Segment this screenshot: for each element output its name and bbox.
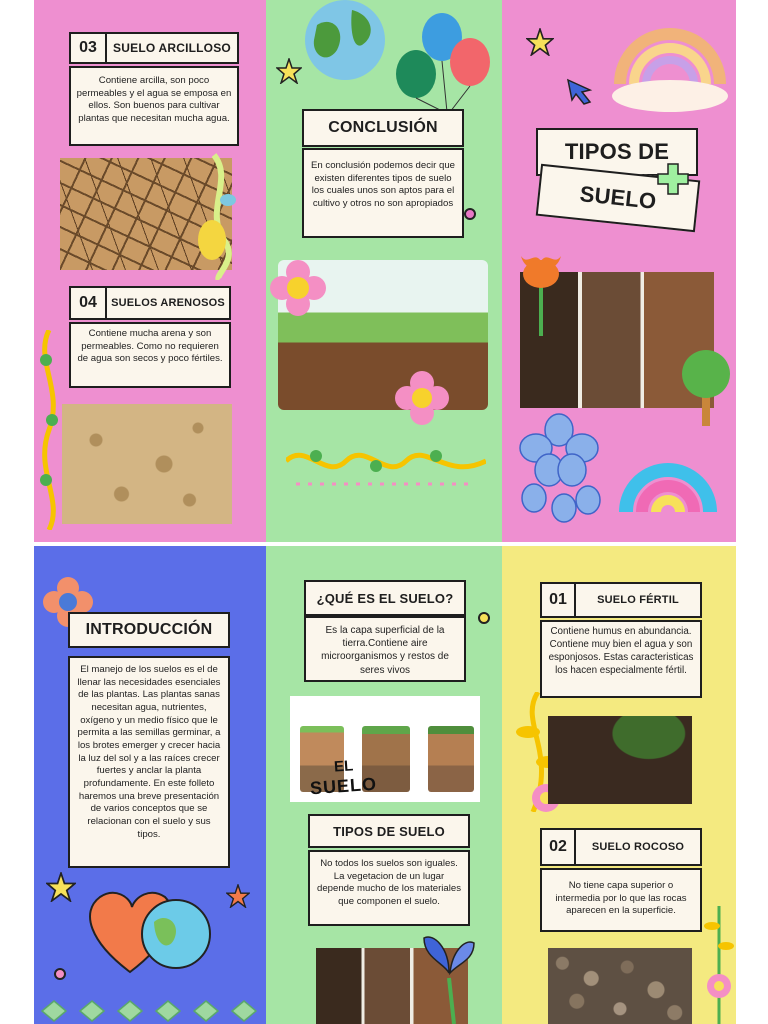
introduccion-text: El manejo de los suelos es el de llenar las necesidades esenciales de las plantas. Las plantas sanas necesitan agua, nutrientes, oxígeno y un medio físico que le permita a las semillas germinar, a los brotes emerger y crecer hacia la luz del sol y a las raíces crecer fuertes y anclar la planta profundamente. En este folleto haremos una breve presentación de varios conceptos que se relacionan con el suelo y sus tipos. <box>68 656 230 868</box>
rocky-soil-image <box>548 948 692 1024</box>
conclusion-text: En conclusión podemos decir que existen diferentes tipos de suelo los cuales unos son aptos para el cultivo y otros no son apropiados <box>302 148 464 238</box>
sand-image <box>62 404 232 524</box>
dot-decoration <box>478 612 490 624</box>
section-title: SUELO FÉRTIL <box>597 594 679 606</box>
star-icon <box>46 872 76 902</box>
balloons-icon <box>392 12 492 112</box>
suelo-rocoso-heading <box>540 828 702 866</box>
panel-suelo-arcilloso <box>34 0 266 542</box>
tulip-icon <box>506 246 576 336</box>
section-title: CONCLUSIÓN <box>328 119 438 136</box>
dot-decoration <box>464 208 476 220</box>
suelo-arcilloso-heading <box>69 32 239 64</box>
star-icon <box>526 28 554 56</box>
blue-flowers-icon <box>504 412 614 532</box>
suelo-fertil-text: Contiene humus en abundancia. Contiene muy bien el agua y son esponjosos. Estas caracteristicas los hacen especialmente fértil. <box>540 620 702 698</box>
star-icon <box>226 884 250 908</box>
flower-icon <box>394 370 450 426</box>
suelo-rocoso-text: No tiene capa superior o intermedia por lo que las rocas aparecen en la superficie. <box>540 868 702 932</box>
flower-stem-decoration <box>702 906 736 1024</box>
vine-border-decoration <box>286 436 486 492</box>
globe-icon <box>302 0 388 86</box>
plus-icon <box>656 162 690 196</box>
section-title: SUELO ARCILLOSO <box>113 41 231 55</box>
cover-subtitle: SUELO <box>578 181 658 214</box>
section-number: 04 <box>71 288 107 318</box>
section-number: 02 <box>542 830 576 864</box>
rainbow-icon <box>618 434 718 514</box>
tile-border-decoration <box>34 998 266 1024</box>
section-number: 03 <box>71 34 107 62</box>
suelo-fertil-heading <box>540 582 702 618</box>
suelos-arenosos-text: Contiene mucha arena y son permeables. Como no requieren de agua son secos y poco fértiles. <box>69 322 231 388</box>
section-title: TIPOS DE SUELO <box>333 823 445 839</box>
flower-icon <box>268 258 328 318</box>
vine-decoration <box>34 330 64 530</box>
panel-que-es-el-suelo <box>266 546 502 1024</box>
section-number: 01 <box>542 584 576 616</box>
tipos-suelo-text: No todos los suelos son iguales. La vegetacion de un lugar depende mucho de los materiales que componen el suelo. <box>308 850 470 926</box>
el-suelo-label: EL <box>333 757 354 776</box>
conclusion-heading <box>302 109 464 147</box>
heart-hugging-earth-icon <box>80 882 220 982</box>
cover-title: TIPOS DE <box>564 139 670 164</box>
blue-flower-icon <box>414 928 484 1024</box>
tree-icon <box>678 346 734 426</box>
el-suelo-image <box>290 696 480 802</box>
rainbow-icon <box>610 14 730 114</box>
suelos-arenosos-heading <box>69 286 231 320</box>
fertile-soil-image <box>548 716 692 804</box>
suelo-arcilloso-text: Contiene arcilla, son poco permeables y el agua se emposa en ellos. Son buenos para cultivar plantas que necesitan mucha agua. <box>69 66 239 146</box>
introduccion-heading <box>68 612 230 648</box>
section-title: ¿QUÉ ES EL SUELO? <box>316 590 454 606</box>
section-title: SUELOS ARENOSOS <box>111 297 225 309</box>
star-icon <box>276 58 302 84</box>
section-title: SUELO ROCOSO <box>591 841 685 853</box>
el-suelo-label: SUELO <box>309 773 378 799</box>
dot-decoration <box>54 968 66 980</box>
que-es-heading <box>304 580 466 616</box>
leaves-decoration <box>194 150 244 280</box>
tipos-suelo-heading <box>308 814 470 848</box>
que-es-text: Es la capa superficial de la tierra.Contiene aire microorganismos y restos de seres vivos <box>304 616 466 682</box>
arrow-down-icon <box>564 76 594 106</box>
section-title: INTRODUCCIÓN <box>85 621 213 638</box>
panel-introduccion <box>34 546 266 1024</box>
panel-cover <box>502 0 736 542</box>
panel-conclusion <box>266 0 502 542</box>
panel-suelo-fertil <box>502 546 736 1024</box>
